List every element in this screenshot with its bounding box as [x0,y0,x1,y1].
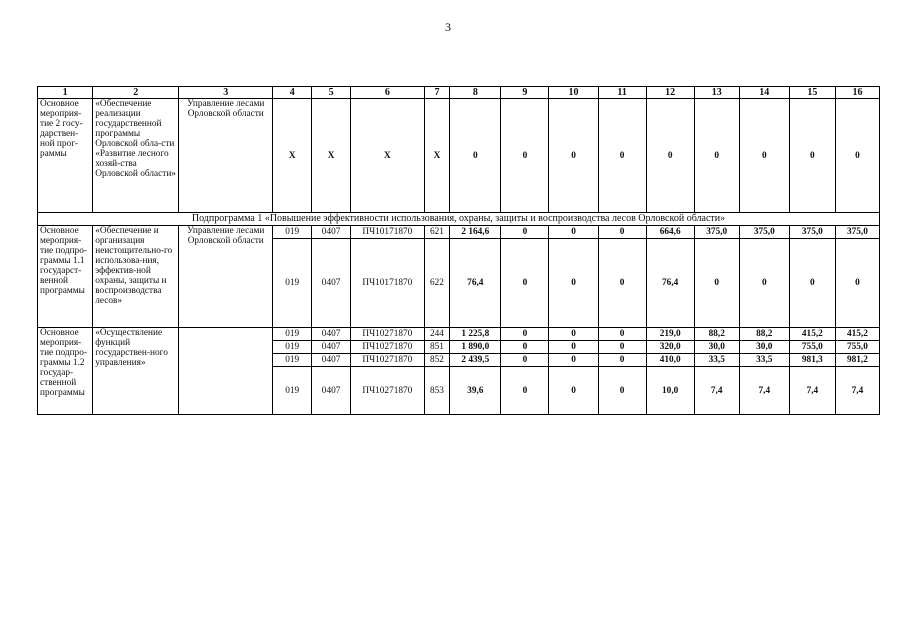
value-cell: 0 [501,354,549,367]
measure-description-cell: «Осуществление функций государствен-ного управления» [93,328,179,415]
value-cell: 0 [598,354,646,367]
table-row [38,99,880,213]
value-cell: 0 [739,99,789,213]
subprogram-row [38,213,880,226]
value-cell: 019 [273,239,312,328]
value-cell: 320,0 [646,341,694,354]
header-cell: 2 [93,87,179,99]
value-cell: 0407 [312,226,351,239]
value-cell: 0 [694,239,739,328]
value-cell: 0 [450,99,501,213]
value-cell: 0 [501,99,549,213]
value-cell: 0 [501,341,549,354]
header-cell: 6 [351,87,425,99]
header-cell: 8 [450,87,501,99]
value-cell: 410,0 [646,354,694,367]
measure-name-cell: Основное мероприя-тие 2 госу-дарствен-ной прог-раммы [38,99,93,213]
value-cell: 0 [501,328,549,341]
header-cell: 3 [179,87,273,99]
value-cell: 664,6 [646,226,694,239]
value-cell: 7,4 [835,367,879,415]
value-cell: 0 [549,328,598,341]
value-cell: 33,5 [739,354,789,367]
value-cell: Х [312,99,351,213]
executor-cell: Управление лесами Орловской области [179,226,273,328]
subprogram-title: Подпрограмма 1 «Повышение эффективности использования, охраны, защиты и воспроизводства лесов Орловской области» [38,213,880,226]
value-cell: 39,6 [450,367,501,415]
measure-name-cell: Основное мероприя-тие подпро-граммы 1.1 государст-венной программы [38,226,93,328]
header-cell: 11 [598,87,646,99]
value-cell: 7,4 [789,367,835,415]
header-cell: 16 [835,87,879,99]
value-cell: 0 [694,99,739,213]
value-cell: 0 [789,239,835,328]
value-cell: ПЧ10271870 [351,354,425,367]
value-cell: Х [351,99,425,213]
value-cell: 852 [424,354,450,367]
value-cell: 0407 [312,239,351,328]
table-row [38,226,880,239]
value-cell: 0407 [312,328,351,341]
value-cell: 0 [549,354,598,367]
value-cell: 7,4 [694,367,739,415]
header-cell: 5 [312,87,351,99]
value-cell: 0407 [312,341,351,354]
value-cell: 981,2 [835,354,879,367]
value-cell: 0 [549,99,598,213]
value-cell: 0 [835,99,879,213]
value-cell: 0 [739,239,789,328]
header-cell: 13 [694,87,739,99]
header-cell: 7 [424,87,450,99]
measure-description-cell: «Обеспечение реализации государственной программы Орловской обла-сти «Развитие лесного хозяй-ства Орловской области» [93,99,179,213]
value-cell: 1 890,0 [450,341,501,354]
executor-cell: Управление лесами Орловской области [179,99,273,213]
header-row [38,87,880,99]
value-cell: 375,0 [789,226,835,239]
value-cell: 0 [598,239,646,328]
value-cell: 76,4 [450,239,501,328]
value-cell: 0 [646,99,694,213]
value-cell: ПЧ10271870 [351,328,425,341]
value-cell: 0 [598,99,646,213]
value-cell: ПЧ10271870 [351,341,425,354]
value-cell: 30,0 [739,341,789,354]
value-cell: 1 225,8 [450,328,501,341]
header-cell: 9 [501,87,549,99]
header-cell: 1 [38,87,93,99]
value-cell: Х [273,99,312,213]
header-cell: 14 [739,87,789,99]
value-cell: 981,3 [789,354,835,367]
value-cell: 88,2 [694,328,739,341]
value-cell: 7,4 [739,367,789,415]
value-cell: 0 [598,341,646,354]
measure-name-cell: Основное мероприя-тие подпро-граммы 1.2 государ-ственной программы [38,328,93,415]
value-cell: ПЧ10171870 [351,239,425,328]
value-cell: ПЧ10271870 [351,367,425,415]
value-cell: 10,0 [646,367,694,415]
value-cell: 0 [835,239,879,328]
value-cell: ПЧ10171870 [351,226,425,239]
value-cell: 851 [424,341,450,354]
value-cell: 019 [273,226,312,239]
value-cell: 019 [273,354,312,367]
budget-table [37,86,880,415]
value-cell: 2 164,6 [450,226,501,239]
executor-cell [179,328,273,415]
value-cell: 415,2 [789,328,835,341]
value-cell: 0 [549,226,598,239]
value-cell: 0 [549,341,598,354]
value-cell: 88,2 [739,328,789,341]
value-cell: 219,0 [646,328,694,341]
header-cell: 15 [789,87,835,99]
value-cell: 019 [273,328,312,341]
value-cell: 0 [501,239,549,328]
value-cell: 853 [424,367,450,415]
value-cell: 622 [424,239,450,328]
value-cell: 019 [273,367,312,415]
measure-description-cell: «Обеспечение и организация неистощительно-го использова-ния, эффектив-ной охраны, защиты и воспроизводства лесов» [93,226,179,328]
header-cell: 10 [549,87,598,99]
value-cell: 755,0 [835,341,879,354]
value-cell: 621 [424,226,450,239]
value-cell: 0407 [312,354,351,367]
page-number: 3 [445,20,451,34]
value-cell: 2 439,5 [450,354,501,367]
value-cell: 0 [501,226,549,239]
header-cell: 4 [273,87,312,99]
table-row [38,328,880,341]
value-cell: 375,0 [739,226,789,239]
value-cell: 0407 [312,367,351,415]
value-cell: 0 [501,367,549,415]
value-cell: 019 [273,341,312,354]
value-cell: 244 [424,328,450,341]
header-cell: 12 [646,87,694,99]
value-cell: 0 [789,99,835,213]
value-cell: 30,0 [694,341,739,354]
value-cell: 0 [549,239,598,328]
value-cell: Х [424,99,450,213]
value-cell: 375,0 [694,226,739,239]
value-cell: 415,2 [835,328,879,341]
value-cell: 0 [549,367,598,415]
value-cell: 755,0 [789,341,835,354]
value-cell: 0 [598,226,646,239]
value-cell: 0 [598,367,646,415]
value-cell: 33,5 [694,354,739,367]
value-cell: 76,4 [646,239,694,328]
value-cell: 375,0 [835,226,879,239]
value-cell: 0 [598,328,646,341]
